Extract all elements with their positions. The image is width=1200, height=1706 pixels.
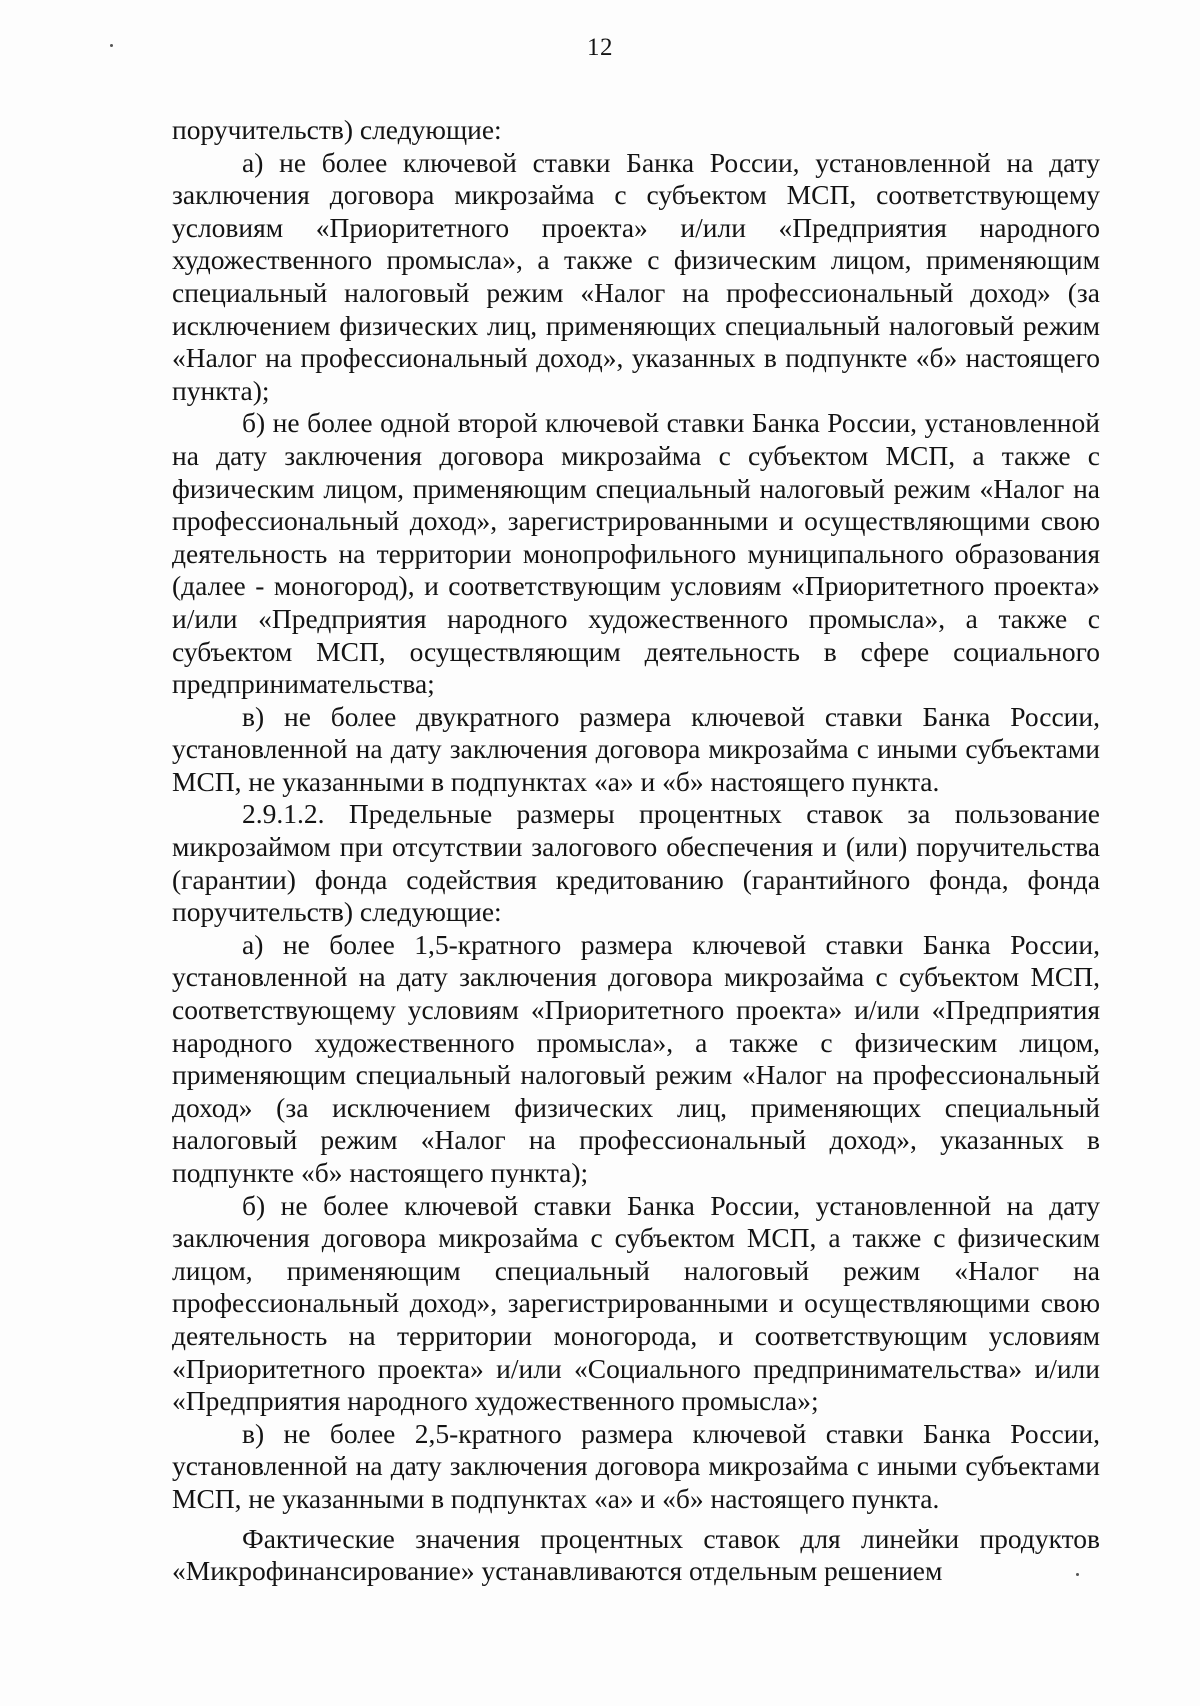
paragraph-item-a: а) не более ключевой ставки Банка России, установленной на дату заключения договора микрозайма с субъектом МСП, соответствующему условиям «Приоритетного проекта» и/или «Предприятия народного художественного промысла», а также с физическим лицом, применяющим специальный налоговый режим «Налог на профессиональный доход» (за исключением физических лиц, применяющих специальный налоговый режим «Налог на профессиональный доход», указанных в подпункте «б» настоящего пункта); bbox=[172, 146, 1100, 406]
paragraph-item-v: в) не более двукратного размера ключевой ставки Банка России, установленной на дату заключения договора микрозайма с иными субъектами МСП, не указанными в подпунктах «а» и «б» настоящего пункта. bbox=[172, 700, 1100, 797]
document-body bbox=[172, 114, 1100, 1588]
paragraph-section-2-9-1-2: 2.9.1.2. Предельные размеры процентных ставок за пользование микрозаймом при отсутствии залогового обеспечения и (или) поручительства (гарантии) фонда содействия кредитованию (гарантийного фонда, фонда поручительств) следующие: bbox=[172, 798, 1100, 928]
paragraph-item-b: б) не более одной второй ключевой ставки Банка России, установленной на дату заключения договора микрозайма с субъектом МСП, а также с физическим лицом, применяющим специальный налоговый режим «Налог на профессиональный доход», зарегистрированными и осуществляющими свою деятельность на территории монопрофильного муниципального образования (далее - моногород), и соответствующим условиям «Приоритетного проекта» и/или «Предприятия народного художественного промысла», а также с субъектом МСП, осуществляющим деятельность в сфере социального предпринимательства; bbox=[172, 407, 1100, 700]
scan-speck bbox=[110, 44, 113, 47]
page-number: 12 bbox=[587, 34, 613, 61]
paragraph-actual-rates: Фактические значения процентных ставок для линейки продуктов «Микрофинансирование» устанавливаются отдельным решением bbox=[172, 1522, 1100, 1587]
paragraph-item-a: а) не более 1,5-кратного размера ключевой ставки Банка России, установленной на дату заключения договора микрозайма с субъектом МСП, соответствующему условиям «Приоритетного проекта» и/или «Предприятия народного художественного промысла», а также с физическим лицом, применяющим специальный налоговый режим «Налог на профессиональный доход» (за исключением физических лиц, применяющих специальный налоговый режим «Налог на профессиональный доход», указанных в подпункте «б» настоящего пункта); bbox=[172, 928, 1100, 1188]
scan-speck bbox=[1076, 1573, 1079, 1576]
paragraph-item-v: в) не более 2,5-кратного размера ключевой ставки Банка России, установленной на дату заключения договора микрозайма с иными субъектами МСП, не указанными в подпунктах «а» и «б» настоящего пункта. bbox=[172, 1417, 1100, 1514]
paragraph-continuation: поручительств) следующие: bbox=[172, 114, 502, 145]
paragraph-item-b: б) не более ключевой ставки Банка России, установленной на дату заключения договора микрозайма с субъектом МСП, а также с физическим лицом, применяющим специальный налоговый режим «Налог на профессиональный доход», зарегистрированными и осуществляющими свою деятельность на территории моногорода, и соответствующим условиям «Приоритетного проекта» и/или «Социального предпринимательства» и/или «Предприятия народного художественного промысла»; bbox=[172, 1189, 1100, 1417]
